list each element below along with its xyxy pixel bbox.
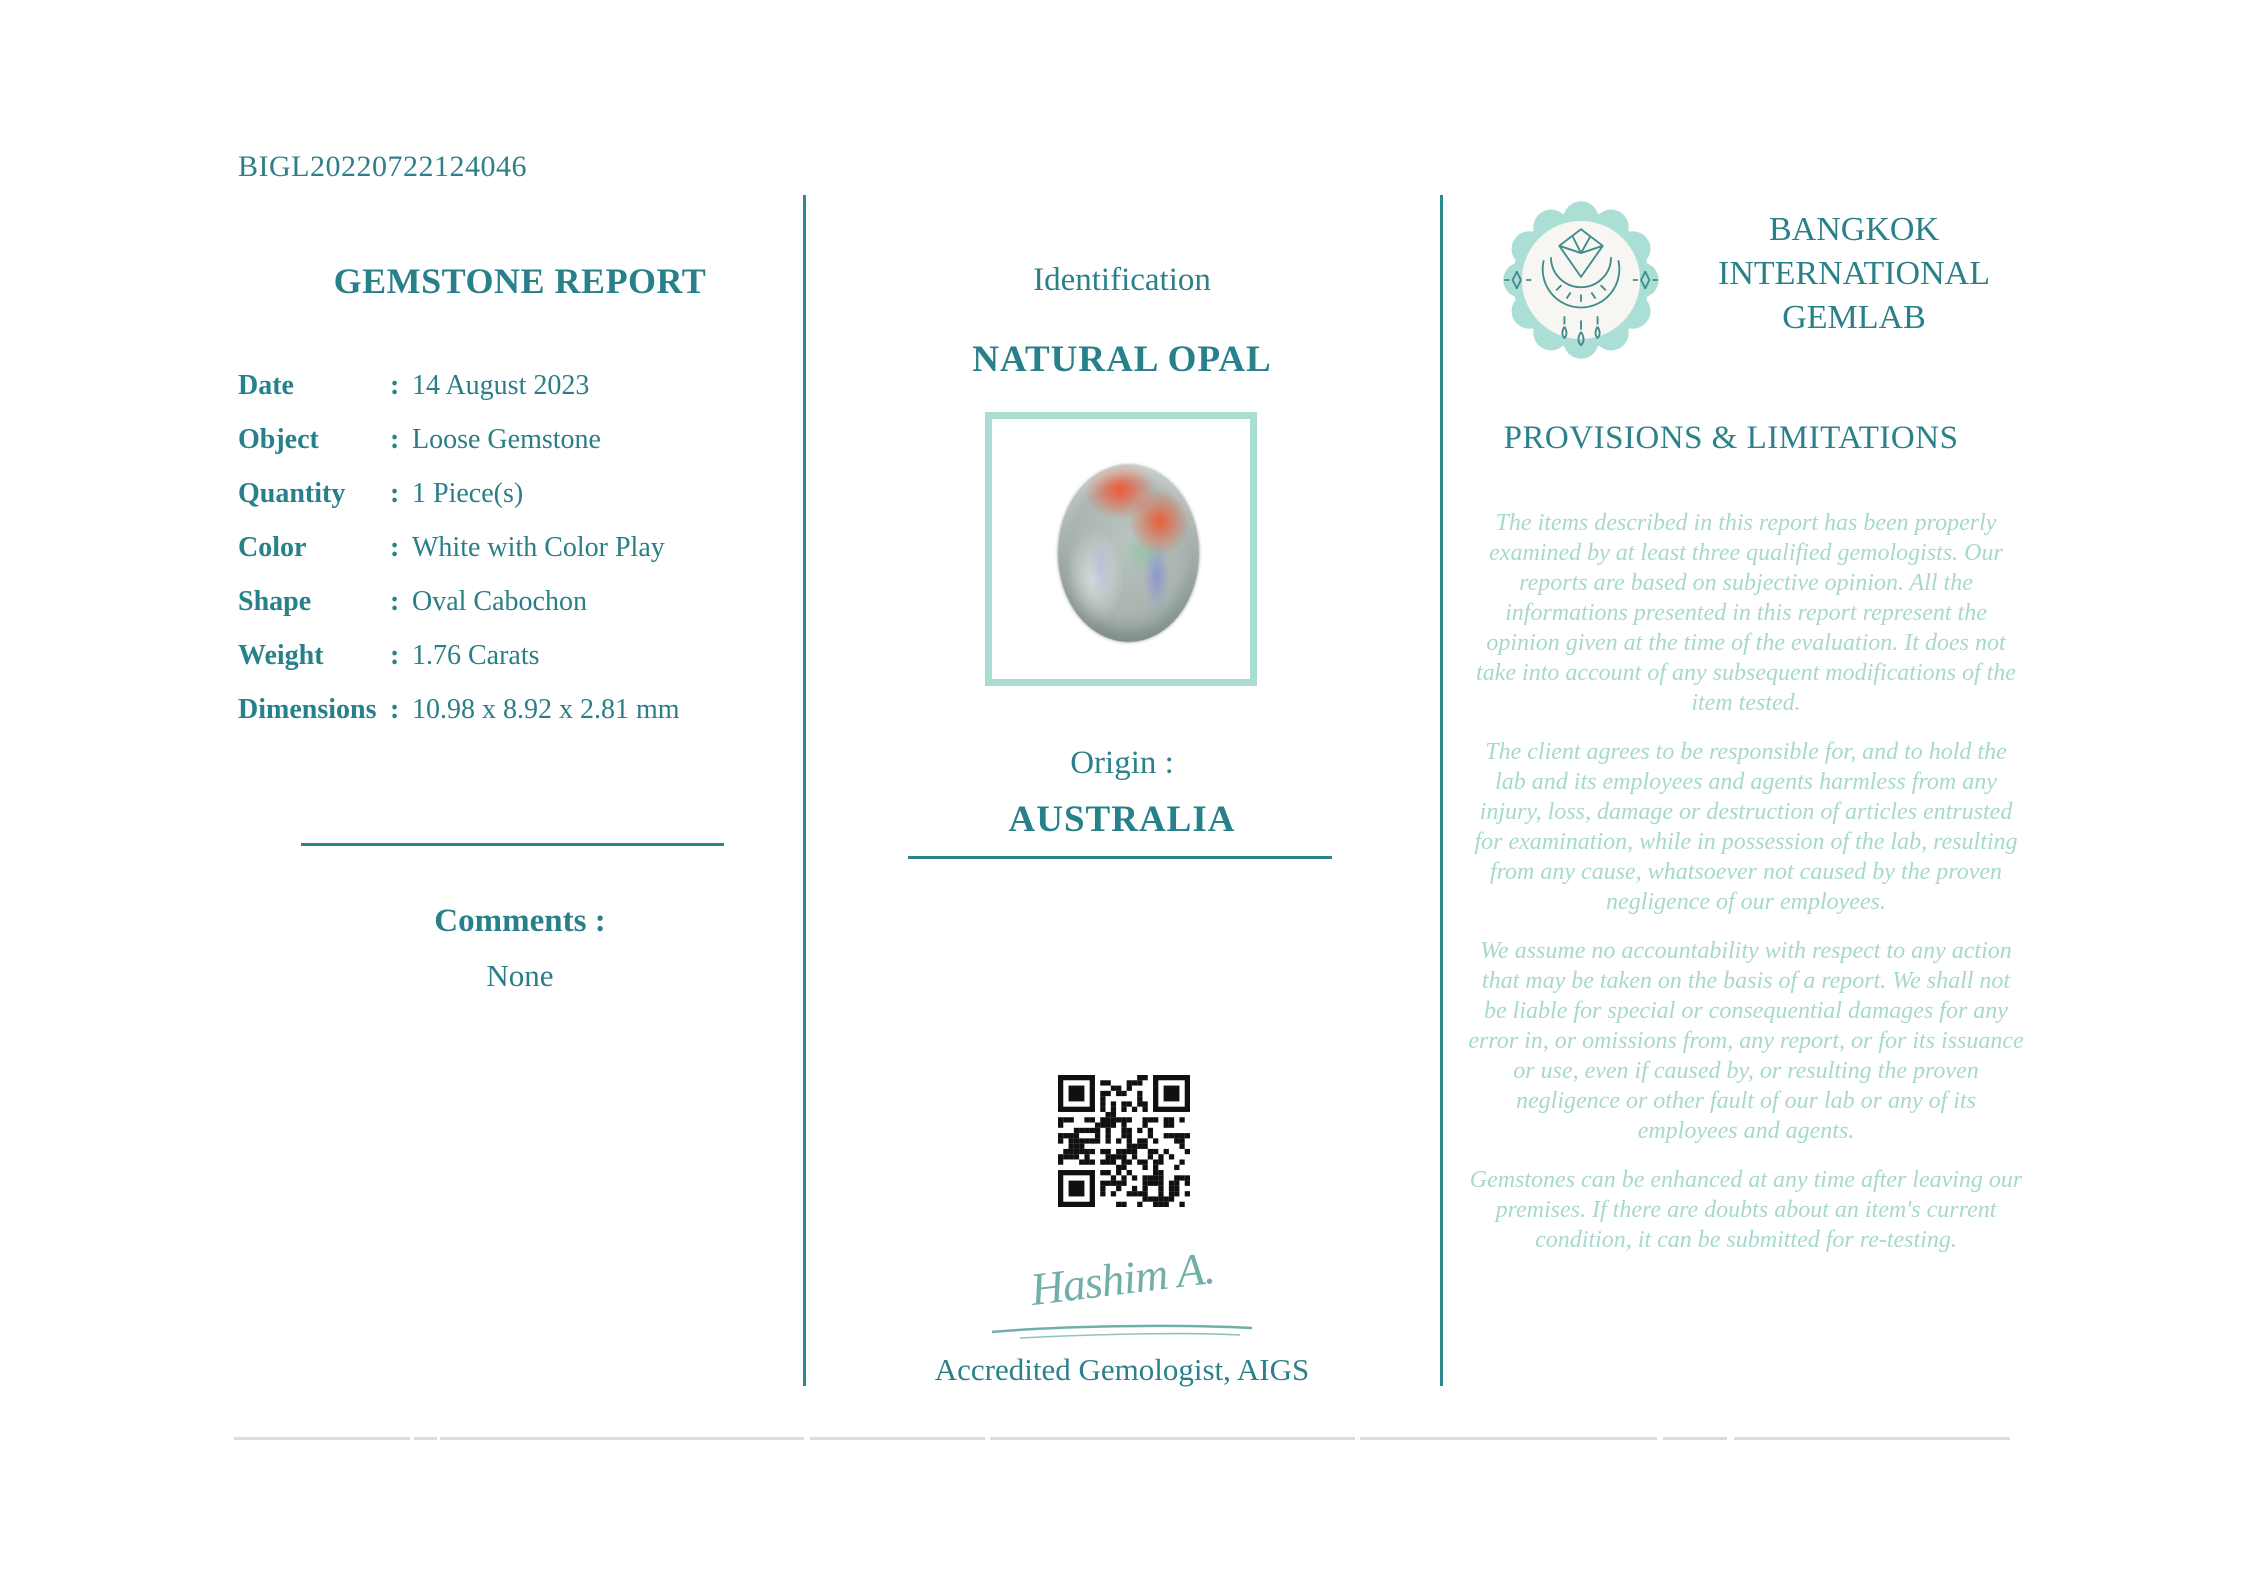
field-colon: : [390, 640, 400, 671]
field-label: Date [238, 370, 294, 401]
origin-label: Origin : [1070, 745, 1174, 781]
field-label: Weight [238, 640, 324, 671]
field-colon: : [390, 694, 400, 725]
field-value: 14 August 2023 [412, 370, 590, 401]
bottom-rule-segment [1663, 1437, 1727, 1440]
field-row-quantity [238, 468, 798, 522]
field-value: Loose Gemstone [412, 424, 601, 455]
signature-script: Hashim A. [1027, 1241, 1217, 1316]
field-label: Shape [238, 586, 312, 617]
field-value: 1.76 Carats [412, 640, 540, 671]
identification-value: NATURAL OPAL [972, 339, 1272, 380]
field-label: Object [238, 424, 319, 455]
signature-underline [990, 1322, 1254, 1344]
provisions-paragraph: We assume no accountability with respect to any action that may be taken on the basis of a report. We shall not be liable for special or consequential damages for any error in, or omissions from, any report, or for its issuance or use, even if caused by, or resulting the proven negligence or other fault of our lab or any of its employees and agents. [1468, 938, 2024, 1144]
column-divider-right [1440, 195, 1443, 1386]
field-row-shape [238, 576, 798, 630]
gemlab-badge-logo [1498, 194, 1664, 366]
field-row-object [238, 414, 798, 468]
field-colon: : [390, 586, 400, 617]
field-value: White with Color Play [412, 532, 665, 563]
bottom-rule-segment [810, 1437, 985, 1440]
bottom-rule-segment [440, 1437, 804, 1440]
field-row-dimensions [238, 684, 798, 738]
bottom-rule-segment [1734, 1437, 2010, 1440]
field-label: Quantity [238, 478, 346, 509]
field-value: Oval Cabochon [412, 586, 587, 617]
qr-code [1058, 1075, 1190, 1207]
provisions-paragraphs [1468, 508, 2024, 1274]
signatory-title: Accredited Gemologist, AIGS [934, 1352, 1310, 1387]
field-colon: : [390, 424, 400, 455]
comments-label: Comments : [434, 903, 606, 939]
field-row-color [238, 522, 798, 576]
provisions-paragraph: The client agrees to be responsible for, and to hold the lab and its employees and agents harmless from any injury, loss, damage or destruction of articles entrusted for examination, while in possession of the lab, resulting from any cause, whatsoever not caused by the proven negligence of our employees. [1474, 739, 2018, 915]
provisions-paragraph: The items described in this report has been properly examined by at least three qualified gemologists. Our reports are based on subjective opinion. All the informations presented in this report represent the opinion given at the time of the evaluation. It does not take into account of any subsequent modifications of the item tested. [1476, 510, 2016, 716]
gemologist-signature [960, 1241, 1284, 1352]
origin-value: AUSTRALIA [1008, 799, 1236, 840]
field-colon: : [390, 370, 400, 401]
provisions-paragraph: Gemstones can be enhanced at any time after leaving our premises. If there are doubts about an item's current condition, it can be submitted for re-testing. [1469, 1167, 2023, 1253]
bottom-rule-segment [1360, 1437, 1657, 1440]
field-row-date [238, 360, 798, 414]
gemstone-fields [238, 360, 798, 738]
opal-gemstone-photo [1058, 465, 1199, 642]
left-divider-line [301, 843, 724, 846]
bottom-rule-segment [234, 1437, 410, 1440]
field-colon: : [390, 532, 400, 563]
provisions-heading: PROVISIONS & LIMITATIONS [1503, 420, 1959, 456]
report-number: BIGL20220722124046 [238, 150, 527, 183]
identification-heading: Identification [1033, 262, 1211, 298]
gemstone-report-title: GEMSTONE REPORT [333, 261, 707, 301]
field-colon: : [390, 478, 400, 509]
field-label: Dimensions [238, 694, 377, 725]
middle-divider-line [908, 856, 1332, 859]
bottom-rule-segment [414, 1437, 437, 1440]
comments-value: None [486, 958, 554, 993]
gemstone-photo-frame [985, 412, 1257, 686]
field-value: 1 Piece(s) [412, 478, 524, 509]
bottom-rule-segment [990, 1437, 1355, 1440]
field-label: Color [238, 532, 307, 563]
field-value: 10.98 x 8.92 x 2.81 mm [412, 694, 680, 725]
field-row-weight [238, 630, 798, 684]
lab-name: BANGKOK INTERNATIONAL GEMLAB [1718, 211, 1990, 336]
